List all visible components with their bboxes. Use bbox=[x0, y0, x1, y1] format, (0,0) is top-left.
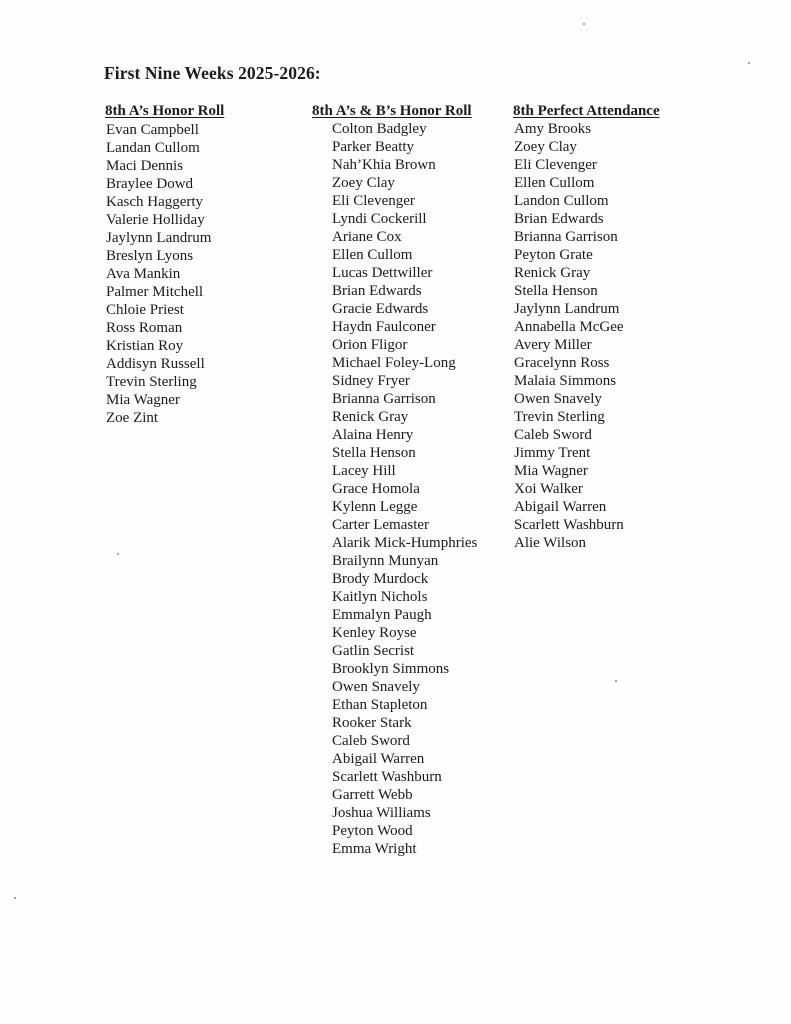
ab-honor-roll-heading: 8th A’s & B’s Honor Roll bbox=[312, 103, 472, 119]
list-item: Zoey Clay bbox=[332, 175, 395, 191]
list-item: Michael Foley-Long bbox=[332, 355, 456, 371]
perfect-attendance-heading: 8th Perfect Attendance bbox=[513, 103, 660, 119]
list-item: Eli Clevenger bbox=[514, 157, 597, 173]
list-item: Ross Roman bbox=[106, 320, 183, 336]
ab-honor-roll-list bbox=[312, 120, 477, 858]
list-item: Ellen Cullom bbox=[332, 247, 413, 263]
list-item: Rooker Stark bbox=[332, 715, 412, 731]
list-item: Brian Edwards bbox=[514, 211, 604, 227]
list-item: Mia Wagner bbox=[514, 463, 588, 479]
list-item: Zoey Clay bbox=[514, 139, 577, 155]
list-item: Caleb Sword bbox=[332, 733, 410, 749]
list-item: Amy Brooks bbox=[514, 121, 592, 137]
list-item: Lyndi Cockerill bbox=[332, 211, 427, 227]
list-item: Annabella McGee bbox=[514, 319, 624, 335]
list-item: Abigail Warren bbox=[514, 499, 607, 515]
scan-speck bbox=[117, 553, 119, 555]
list-item: Kristian Roy bbox=[106, 338, 184, 354]
list-item: Jaylynn Landrum bbox=[106, 230, 212, 246]
list-item: Kasch Haggerty bbox=[106, 194, 204, 210]
list-item: Brailynn Munyan bbox=[332, 553, 439, 569]
list-item: Brooklyn Simmons bbox=[332, 661, 450, 677]
list-item: Gatlin Secrist bbox=[332, 643, 415, 659]
list-item: Scarlett Washburn bbox=[332, 769, 442, 785]
list-item: Grace Homola bbox=[332, 481, 420, 497]
list-item: Evan Campbell bbox=[106, 122, 199, 138]
list-item: Maci Dennis bbox=[106, 158, 184, 174]
list-item: Kaitlyn Nichols bbox=[332, 589, 428, 605]
list-item: Zoe Zint bbox=[106, 410, 159, 426]
list-item: Emmalyn Paugh bbox=[332, 607, 432, 623]
list-item: Sidney Fryer bbox=[332, 373, 410, 389]
list-item: Jimmy Trent bbox=[514, 445, 591, 461]
list-item: Stella Henson bbox=[514, 283, 598, 299]
list-item: Eli Clevenger bbox=[332, 193, 415, 209]
list-item: Trevin Sterling bbox=[514, 409, 605, 425]
list-item: Owen Snavely bbox=[514, 391, 602, 407]
list-item: Gracie Edwards bbox=[332, 301, 429, 317]
list-item: Brian Edwards bbox=[332, 283, 422, 299]
list-item: Alaina Henry bbox=[332, 427, 414, 443]
list-item: Orion Fligor bbox=[332, 337, 408, 353]
list-item: Parker Beatty bbox=[332, 139, 415, 155]
list-item: Emma Wright bbox=[332, 841, 417, 857]
list-item: Landan Cullom bbox=[106, 140, 200, 156]
list-item: Kenley Royse bbox=[332, 625, 417, 641]
list-item: Jaylynn Landrum bbox=[514, 301, 620, 317]
scan-speck bbox=[14, 897, 16, 899]
list-item: Scarlett Washburn bbox=[514, 517, 624, 533]
list-item: Valerie Holliday bbox=[106, 212, 205, 228]
list-item: Chloie Priest bbox=[106, 302, 184, 318]
list-item: Renick Gray bbox=[332, 409, 409, 425]
scan-speck bbox=[748, 62, 750, 64]
list-item: Peyton Grate bbox=[514, 247, 593, 263]
list-item: Caleb Sword bbox=[514, 427, 592, 443]
list-item: Xoi Walker bbox=[514, 481, 583, 497]
list-item: Brianna Garrison bbox=[514, 229, 618, 245]
list-item: Colton Badgley bbox=[332, 121, 427, 137]
list-item: Ariane Cox bbox=[332, 229, 402, 245]
list-item: Ellen Cullom bbox=[514, 175, 595, 191]
a-honor-roll-heading: 8th A’s Honor Roll bbox=[105, 103, 225, 119]
list-item: Alarik Mick-Humphries bbox=[332, 535, 478, 551]
scan-speck bbox=[583, 23, 585, 25]
a-honor-roll-column bbox=[105, 102, 224, 427]
list-item: Trevin Sterling bbox=[106, 374, 197, 390]
perfect-attendance-list bbox=[513, 120, 660, 552]
list-item: Renick Gray bbox=[514, 265, 591, 281]
list-item: Lacey Hill bbox=[332, 463, 396, 479]
list-item: Gracelynn Ross bbox=[514, 355, 610, 371]
list-item: Peyton Wood bbox=[332, 823, 413, 839]
list-item: Brianna Garrison bbox=[332, 391, 436, 407]
list-item: Kylenn Legge bbox=[332, 499, 418, 515]
list-item: Lucas Dettwiller bbox=[332, 265, 433, 281]
ab-honor-roll-column bbox=[312, 102, 477, 858]
list-item: Haydn Faulconer bbox=[332, 319, 436, 335]
scan-speck bbox=[615, 680, 617, 682]
list-item: Breslyn Lyons bbox=[106, 248, 194, 264]
perfect-attendance-column bbox=[513, 102, 660, 552]
list-item: Nah’Khia Brown bbox=[332, 157, 436, 173]
list-item: Owen Snavely bbox=[332, 679, 420, 695]
list-item: Landon Cullom bbox=[514, 193, 609, 209]
list-item: Stella Henson bbox=[332, 445, 416, 461]
a-honor-roll-list bbox=[105, 121, 224, 427]
list-item: Brody Murdock bbox=[332, 571, 429, 587]
list-item: Ava Mankin bbox=[106, 266, 181, 282]
list-item: Garrett Webb bbox=[332, 787, 413, 803]
list-item: Ethan Stapleton bbox=[332, 697, 428, 713]
list-item: Braylee Dowd bbox=[106, 176, 194, 192]
list-item: Mia Wagner bbox=[106, 392, 180, 408]
page-title: First Nine Weeks 2025-2026: bbox=[104, 63, 321, 83]
list-item: Palmer Mitchell bbox=[106, 284, 204, 300]
list-item: Joshua Williams bbox=[332, 805, 431, 821]
list-item: Alie Wilson bbox=[514, 535, 587, 551]
list-item: Malaia Simmons bbox=[514, 373, 617, 389]
list-item: Addisyn Russell bbox=[106, 356, 205, 372]
list-item: Carter Lemaster bbox=[332, 517, 430, 533]
list-item: Avery Miller bbox=[514, 337, 592, 353]
list-item: Abigail Warren bbox=[332, 751, 425, 767]
